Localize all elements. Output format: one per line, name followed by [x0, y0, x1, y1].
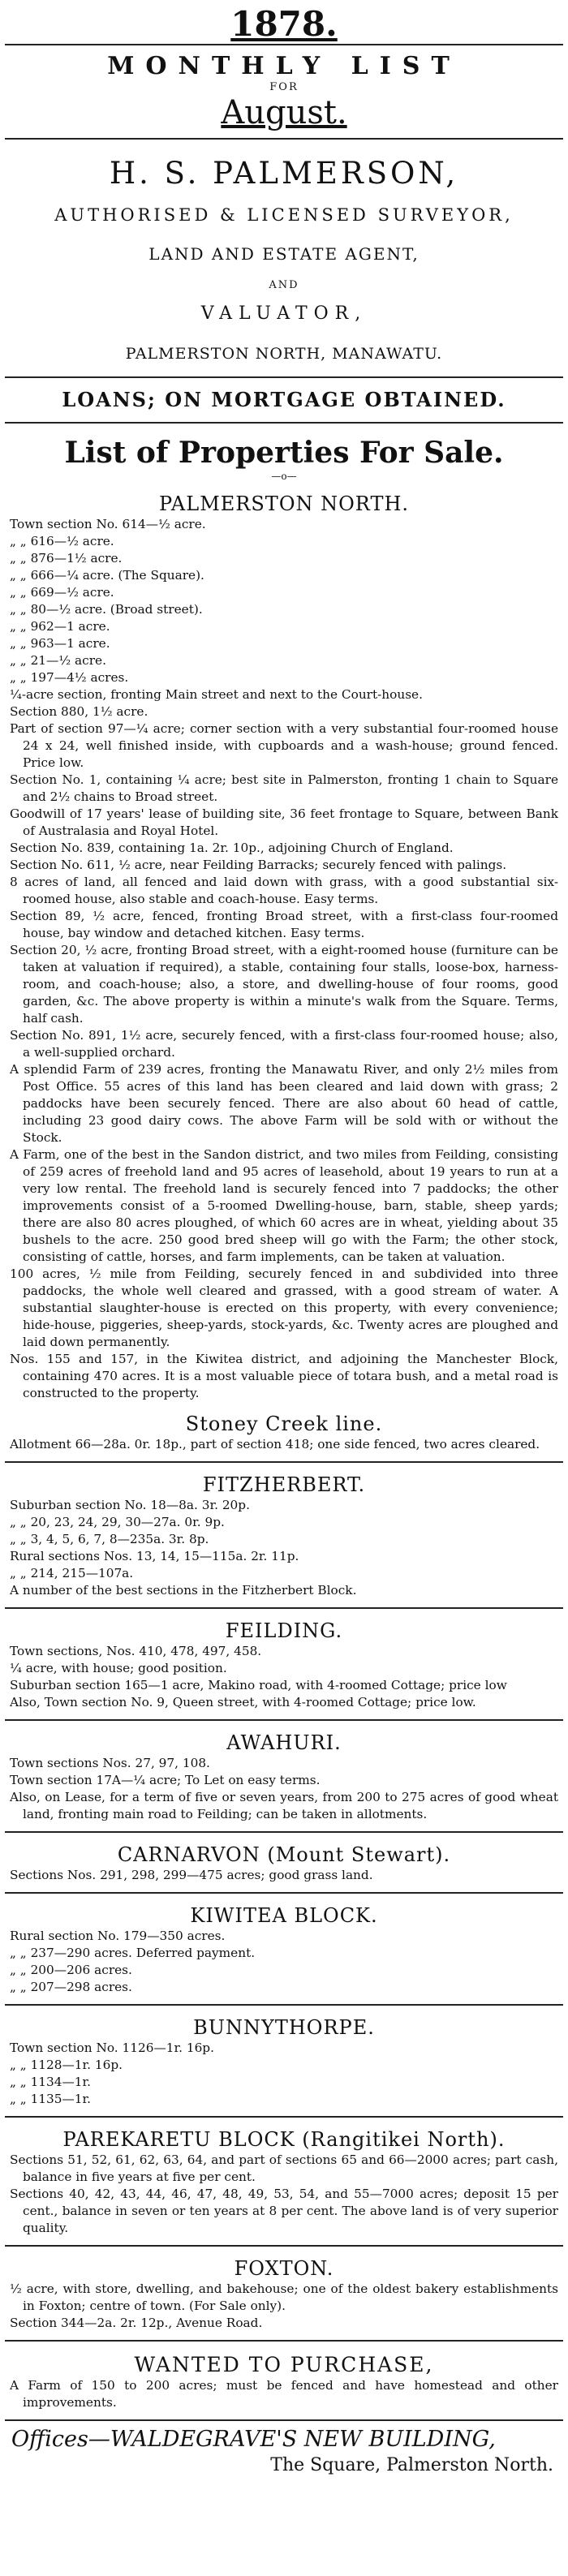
section-body-foxton — [0, 2281, 568, 2332]
list-item: Section 880, 1½ acre. — [10, 704, 148, 719]
list-item: Part of section 97—¼ acre; corner section with a very substantial four-roomed house 24 x 24, well finished inside, with cupboards and a wash-house; ground fenced. Price low. — [10, 721, 558, 770]
list-item: „ „ 876—1½ acre. — [10, 551, 123, 566]
agent-town: PALMERSTON NORTH, MANAWATU. — [125, 345, 443, 363]
list-item: „ „ 200—206 acres. — [10, 1963, 132, 1977]
list-item: Section No. 611, ½ acre, near Feilding Barracks; securely fenced with palings. — [10, 858, 507, 872]
section-body-carnarvon — [0, 1867, 568, 1884]
list-item: „ „ 197—4½ acres. — [10, 670, 129, 685]
list-heading: List of Properties For Sale. — [64, 436, 504, 470]
list-item: Sections Nos. 291, 298, 299—475 acres; good grass land. — [10, 1868, 373, 1882]
section-heading-foxton: FOXTON. — [234, 2257, 334, 2280]
list-item: Town sections Nos. 27, 97, 108. — [10, 1756, 210, 1770]
list-item: Town section No. 1126—1r. 16p. — [10, 2041, 214, 2055]
agent-title-valuator: VALUATOR, — [200, 303, 368, 324]
list-item: Section 89, ½ acre, fenced, fronting Broad street, with a first-class four-roomed house, bay window and detached kitchen. Easy terms. — [10, 909, 558, 940]
list-item: Suburban section 165—1 acre, Makino road, with 4-roomed Cottage; price low — [10, 1678, 507, 1692]
list-item: Section 344—2a. 2r. 12p., Avenue Road. — [10, 2316, 263, 2330]
wanted-heading: WANTED TO PURCHASE, — [134, 2353, 434, 2376]
section-heading-kiwitea: KIWITEA BLOCK. — [190, 1904, 378, 1927]
list-item: Sections 40, 42, 43, 44, 46, 47, 48, 49, 53, 54, and 55—7000 acres; deposit 15 per cent., balance in seven or ten years at 8 per cent. The above land is of very superior quality. — [10, 2187, 558, 2235]
list-item: Rural sections Nos. 13, 14, 15—115a. 2r. 11p. — [10, 1549, 299, 1563]
monthly-list-title: MONTHLY LIST — [107, 52, 461, 80]
list-item: „ „ 1128—1r. 16p. — [10, 2058, 123, 2072]
list-item: ¼ acre, with house; good position. — [10, 1661, 227, 1675]
list-item: Section No. 839, containing 1a. 2r. 10p., adjoining Church of England. — [10, 841, 454, 855]
list-item: A number of the best sections in the Fitzherbert Block. — [10, 1583, 357, 1598]
loans-banner: LOANS; ON MORTGAGE OBTAINED. — [62, 388, 506, 411]
list-item: „ „ 963—1 acre. — [10, 636, 110, 651]
section-heading-bunnythorpe: BUNNYTHORPE. — [193, 2016, 375, 2039]
section-heading-awahuri: AWAHURI. — [226, 1731, 342, 1754]
offices-label: Offices—WALDEGRAVE'S NEW BUILDING, — [11, 2427, 496, 2452]
section-body-feilding — [0, 1643, 568, 1711]
section-heading-feilding: FEILDING. — [225, 1619, 343, 1642]
section-heading-palmerston: PALMERSTON NORTH. — [158, 492, 410, 515]
section-heading-fitzherbert: FITZHERBERT. — [202, 1473, 366, 1496]
list-item: Section No. 1, containing ¼ acre; best site in Palmerston, fronting 1 chain to Square and 2½ chains to Broad street. — [10, 772, 558, 804]
section-heading-stoney-creek: Stoney Creek line. — [185, 1413, 383, 1435]
list-item: Allotment 66—28a. 0r. 18p., part of section 418; one side fenced, two acres cleared. — [10, 1437, 540, 1451]
section-heading-parekaretu: PAREKARETU BLOCK (Rangitikei North). — [62, 2128, 506, 2151]
list-item: „ „ 214, 215—107a. — [10, 1566, 134, 1580]
section-body-bunnythorpe — [0, 2040, 568, 2108]
list-item: Rural section No. 179—350 acres. — [10, 1929, 226, 1943]
list-item: „ „ 21—½ acre. — [10, 653, 106, 668]
list-item: „ „ 207—298 acres. — [10, 1980, 132, 1994]
list-item: „ „ 237—290 acres. Deferred payment. — [10, 1946, 256, 1960]
list-item: „ „ 962—1 acre. — [10, 619, 110, 634]
list-item: „ „ 1135—1r. — [10, 2092, 92, 2106]
list-item: 100 acres, ½ mile from Feilding, securely fenced in and subdivided into three paddocks, the whole well cleared and grassed, with a good stream of water. A substantial slaughter-house is erected on this property, with every convenience; hide-house, piggeries, sheep-yards, stock-yards, &c. Twenty acres are ploughed and laid down permanently. — [10, 1266, 558, 1349]
section-body-fitzherbert — [0, 1497, 568, 1599]
list-item: „ „ 80—½ acre. (Broad street). — [10, 602, 203, 617]
list-item: Section 20, ½ acre, fronting Broad street, with a eight-roomed house (furniture can be taken at valuation if required), a stable, containing four stalls, loose-box, harness-room, and coach-house; also, a store, and dwelling-house of four rooms, good garden, &c. The above property is within a minute's walk from the Square. Terms, half cash. — [10, 943, 558, 1026]
section-body-stoney-creek — [0, 1436, 568, 1453]
year-heading: 1878. — [230, 4, 338, 44]
list-item: 8 acres of land, all fenced and laid down with grass, with a good substantial six-roomed house, also stable and coach-house. Easy terms. — [10, 875, 558, 906]
list-item: „ „ 20, 23, 24, 29, 30—27a. 0r. 9p. — [10, 1515, 225, 1529]
and-label: AND — [269, 279, 299, 291]
offices-address: The Square, Palmerston North. — [270, 2455, 553, 2475]
wanted-body — [0, 2377, 568, 2411]
list-item: „ „ 616—½ acre. — [10, 534, 114, 548]
list-item: „ „ 1134—1r. — [10, 2075, 92, 2089]
list-item: ½ acre, with store, dwelling, and bakehouse; one of the oldest bakery establishments in Foxton; centre of town. (For Sale only). — [10, 2281, 558, 2313]
list-item: Sections 51, 52, 61, 62, 63, 64, and part of sections 65 and 66—2000 acres; part cash, balance in five years at five per cent. — [10, 2152, 558, 2184]
agent-name: H. S. PALMERSON, — [109, 156, 459, 191]
for-label: FOR — [269, 81, 299, 93]
list-item: „ „ 666—¼ acre. (The Square). — [10, 568, 204, 583]
section-heading-carnarvon: CARNARVON (Mount Stewart). — [117, 1843, 451, 1866]
list-item: „ „ 3, 4, 5, 6, 7, 8—235a. 3r. 8p. — [10, 1532, 209, 1546]
section-body-parekaretu — [0, 2152, 568, 2237]
list-item: „ „ 669—½ acre. — [10, 585, 114, 600]
section-body-kiwitea — [0, 1928, 568, 1996]
list-item: Town section 17A—¼ acre; To Let on easy terms. — [10, 1773, 321, 1787]
list-item: Town section No. 614—½ acre. — [10, 517, 206, 531]
list-item: Suburban section No. 18—8a. 3r. 20p. — [10, 1498, 250, 1512]
list-item: Also, Town section No. 9, Queen street, with 4-roomed Cottage; price low. — [10, 1695, 476, 1709]
ornament: —o— — [271, 471, 297, 482]
agent-title-surveyor: AUTHORISED & LICENSED SURVEYOR, — [54, 205, 514, 225]
agent-title-estate: LAND AND ESTATE AGENT, — [148, 244, 420, 264]
list-item: Also, on Lease, for a term of five or seven years, from 200 to 275 acres of good wheat land, fronting main road to Feilding; can be taken in allotments. — [10, 1790, 558, 1821]
list-item: Town sections, Nos. 410, 478, 497, 458. — [10, 1644, 262, 1658]
wanted-text: A Farm of 150 to 200 acres; must be fenced and have homestead and other improvements. — [10, 2378, 558, 2410]
list-item: A splendid Farm of 239 acres, fronting the Manawatu River, and only 2½ miles from Post Office. 55 acres of this land has been cleared and laid down with grass; 2 paddocks have been securely fenced. There are also about 60 head of cattle, including 23 good dairy cows. The above Farm will be sold with or without the Stock. — [10, 1062, 558, 1145]
list-item: Goodwill of 17 years' lease of building site, 36 feet frontage to Square, between Bank of Australasia and Royal Hotel. — [10, 806, 558, 838]
section-body-awahuri — [0, 1755, 568, 1823]
list-item: Nos. 155 and 157, in the Kiwitea district, and adjoining the Manchester Block, containing 470 acres. It is a most valuable piece of totara bush, and a metal road is constructed to the property. — [10, 1352, 558, 1400]
list-item: A Farm, one of the best in the Sandon district, and two miles from Feilding, consisting of 259 acres of freehold land and 95 acres of leasehold, about 19 years to run at a very low rental. The freehold land is securely fenced into 7 paddocks; the other improvements consist of a 5-roomed Dwelling-house, barn, stable, sheep yards; there are also 80 acres ploughed, of which 60 acres are in wheat, yielding about 35 bushels to the acre. 250 good bred sheep will go with the Farm; the other stock, consisting of cattle, horses, and farm implements, can be taken at valuation. — [10, 1147, 558, 1264]
section-body-palmerston — [0, 516, 568, 1402]
list-item: ¼-acre section, fronting Main street and next to the Court-house. — [10, 687, 423, 702]
list-item: Section No. 891, 1½ acre, securely fenced, with a first-class four-roomed house; also, a well-supplied orchard. — [10, 1028, 558, 1060]
month-heading: August. — [221, 94, 347, 131]
